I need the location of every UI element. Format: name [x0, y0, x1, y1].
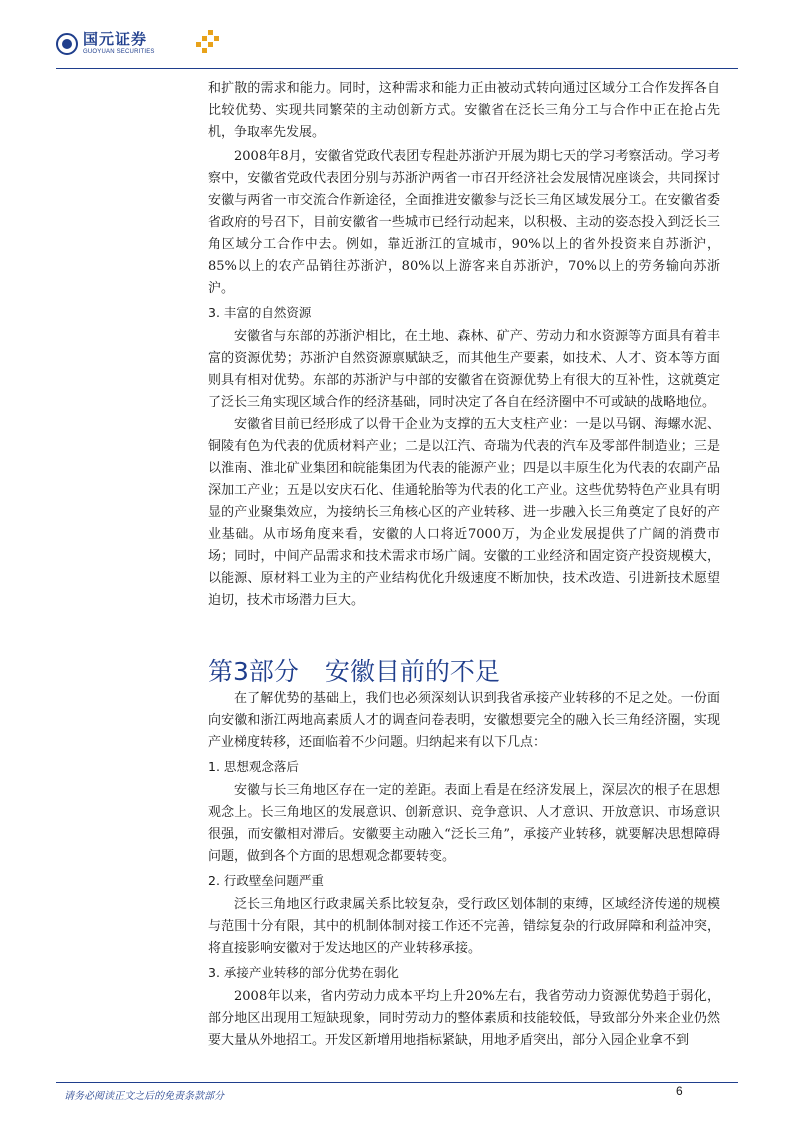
logo-name-en: GUOYUAN SECURITIES	[83, 49, 155, 55]
subheading: 1. 思想观念落后	[208, 759, 299, 774]
paragraph: 安徽省目前已经形成了以骨干企业为支撑的五大支柱产业：一是以马钢、海螺水泥、铜陵有色为代表的优质材料产业；二是以江汽、奇瑞为代表的汽车及零部件制造业；三是以淮南、淮北矿业集团和皖能集团为代表的能源产业；四是以丰原生化为代表的农副产品深加工产业；五是以安庆石化、佳通轮胎等为代表的化工产业。这些优势特色产业具有明显的产业聚集效应，为接纳长三角核心区的产业转移、进一步融入长三角奠定了良好的产业基础。从市场角度来看，安徽的人口将近7000万，为企业发展提供了广阔的消费市场；同时，中间产品需求和技术需求市场广阔。安徽的工业经济和固定资产投资规模大，以能源、原材料工业为主的产业结构优化升级速度不断加快，技术改造、引进新技术愿望迫切，技术市场潜力巨大。	[208, 417, 720, 608]
subheading: 2. 行政壁垒问题严重	[208, 873, 324, 888]
logo-name-cn: 国元证券	[83, 30, 148, 48]
subheading: 3. 丰富的自然资源	[208, 305, 312, 320]
logo-squares-icon	[196, 30, 220, 54]
paragraph: 和扩散的需求和能力。同时，这种需求和能力正由被动式转向通过区域分工合作发挥各自比较优势、实现共同繁荣的主动创新方式。安徽省在泛长三角分工与合作中正在抢占先机，争取率先发展。	[208, 81, 720, 140]
section-number: 第3部分	[208, 657, 299, 686]
logo-emblem-icon	[56, 33, 78, 55]
header-divider	[56, 68, 738, 69]
paragraph: 安徽与长三角地区存在一定的差距。表面上看是在经济发展上，深层次的根子在思想观念上。长三角地区的发展意识、创新意识、竞争意识、人才意识、开放意识、市场意识很强，而安徽相对滞后。安徽要主动融入“泛长三角”，承接产业转移，就要解决思想障碍问题，做到各个方面的思想观念都要转变。	[208, 783, 720, 864]
body-part-1	[208, 78, 720, 612]
page-header	[0, 0, 794, 70]
company-logo	[56, 32, 155, 55]
section-title: 安徽目前的不足	[324, 657, 500, 686]
page-number: 6	[676, 1084, 683, 1098]
paragraph: 2008年8月，安徽省党政代表团专程赴苏浙沪开展为期七天的学习考察活动。学习考察中，安徽省党政代表团分别与苏浙沪两省一市召开经济社会发展情况座谈会，共同探讨安徽与两省一市交流合作新途径，全面推进安徽参与泛长三角区域发展分工。在安徽省委省政府的号召下，目前安徽省一些城市已经行动起来，以积极、主动的姿态投入到泛长三角区域分工合作中去。例如，靠近浙江的宣城市，90%以上的省外投资来自苏浙沪，85%以上的农产品销往苏浙沪，80%以上游客来自苏浙沪，70%以上的劳务输向苏浙沪。	[208, 149, 720, 296]
section-heading	[208, 652, 500, 688]
paragraph: 在了解优势的基础上，我们也必须深刻认识到我省承接产业转移的不足之处。一份面向安徽和浙江两地高素质人才的调查问卷表明，安徽想要完全的融入长三角经济圈，实现产业梯度转移，还面临着不少问题。归纳起来有以下几点：	[208, 691, 720, 750]
subheading: 3. 承接产业转移的部分优势在弱化	[208, 965, 399, 980]
paragraph: 2008年以来，省内劳动力成本平均上升20%左右，我省劳动力资源优势趋于弱化，部分地区出现用工短缺现象，同时劳动力的整体素质和技能较低，导致部分外来企业仍然要大量从外地招工。开发区新增用地指标紧缺，用地矛盾突出，部分入园企业拿不到	[208, 989, 720, 1048]
paragraph: 泛长三角地区行政隶属关系比较复杂，受行政区划体制的束缚，区域经济传递的规模与范围十分有限，其中的机制体制对接工作还不完善，错综复杂的行政屏障和利益冲突，将直接影响安徽对于发达地区的产业转移承接。	[208, 897, 720, 956]
footer-divider	[56, 1082, 738, 1083]
disclaimer-note: 请务必阅读正文之后的免责条款部分	[64, 1091, 224, 1102]
body-part-2	[208, 688, 720, 1052]
paragraph: 安徽省与东部的苏浙沪相比，在土地、森林、矿产、劳动力和水资源等方面具有着丰富的资源优势；苏浙沪自然资源禀赋缺乏，而其他生产要素，如技术、人才、资本等方面则具有相对优势。东部的苏浙沪与中部的安徽省在资源优势上有很大的互补性，这就奠定了泛长三角实现区域合作的经济基础，同时决定了各自在经济圈中不可或缺的战略地位。	[208, 329, 720, 410]
